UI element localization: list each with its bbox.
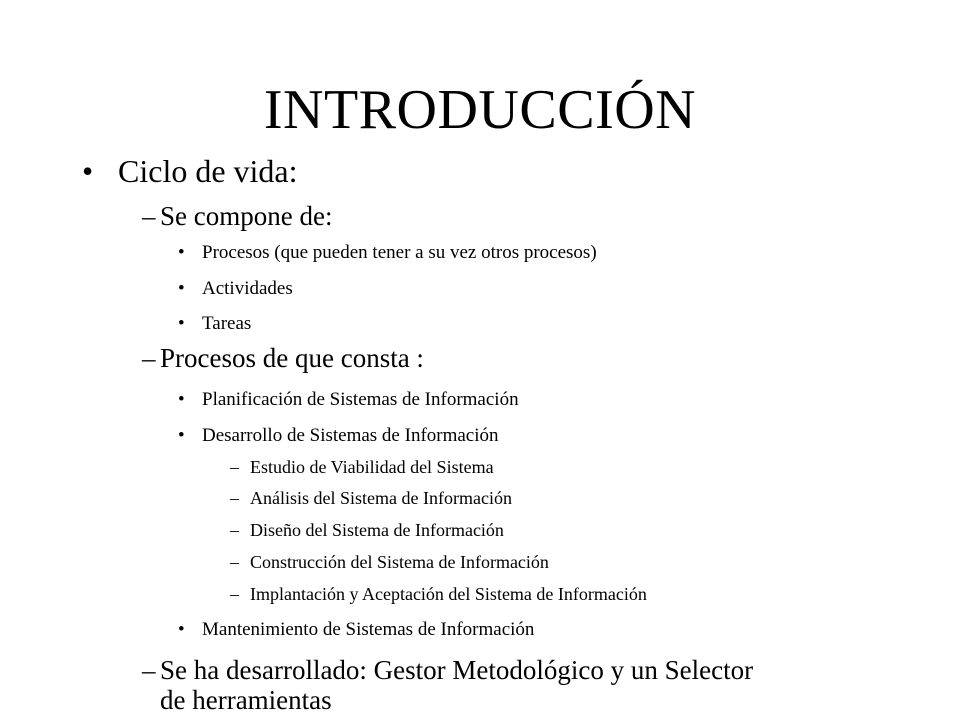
list-item-text: Diseño del Sistema de Información — [250, 520, 504, 540]
list-item-text: Implantación y Aceptación del Sistema de Información — [250, 584, 647, 604]
bullet-marker: • — [178, 425, 185, 446]
dash-marker: – — [230, 488, 239, 508]
dash-marker: – — [142, 655, 156, 685]
list-item-text: Se compone de: — [160, 201, 333, 231]
dash-marker: – — [230, 552, 239, 572]
bullet-marker: • — [178, 242, 185, 263]
list-item-text: Planificación de Sistemas de Información — [202, 389, 519, 410]
dash-marker: – — [230, 584, 239, 604]
bullet-marker: • — [178, 619, 185, 640]
bullet-marker: • — [82, 153, 94, 189]
list-item-text-line-2: de herramientas — [160, 685, 332, 715]
list-item-text: Construcción del Sistema de Información — [250, 552, 549, 572]
list-item-text: Ciclo de vida: — [118, 153, 298, 189]
bullet-marker: • — [178, 389, 185, 410]
bullet-marker: • — [178, 313, 185, 334]
list-item-text-line-1: Se ha desarrollado: Gestor Metodológico y un Selector — [160, 655, 754, 685]
list-item-text: Tareas — [202, 313, 252, 334]
list-item-text: Procesos de que consta : — [160, 343, 424, 373]
dash-marker: – — [142, 343, 156, 373]
list-item-text: Procesos (que pueden tener a su vez otros procesos) — [202, 242, 597, 263]
list-item-text: Mantenimiento de Sistemas de Información — [202, 619, 535, 640]
dash-marker: – — [230, 520, 239, 540]
dash-marker: – — [230, 457, 239, 477]
slide-title: INTRODUCCIÓN — [263, 79, 697, 141]
list-item-text: Desarrollo de Sistemas de Información — [202, 425, 499, 446]
bullet-marker: • — [178, 278, 185, 299]
list-item-text: Actividades — [202, 278, 293, 299]
dash-marker: – — [142, 201, 156, 231]
list-item-text: Estudio de Viabilidad del Sistema — [250, 457, 494, 477]
list-item-text: Análisis del Sistema de Información — [250, 488, 512, 508]
